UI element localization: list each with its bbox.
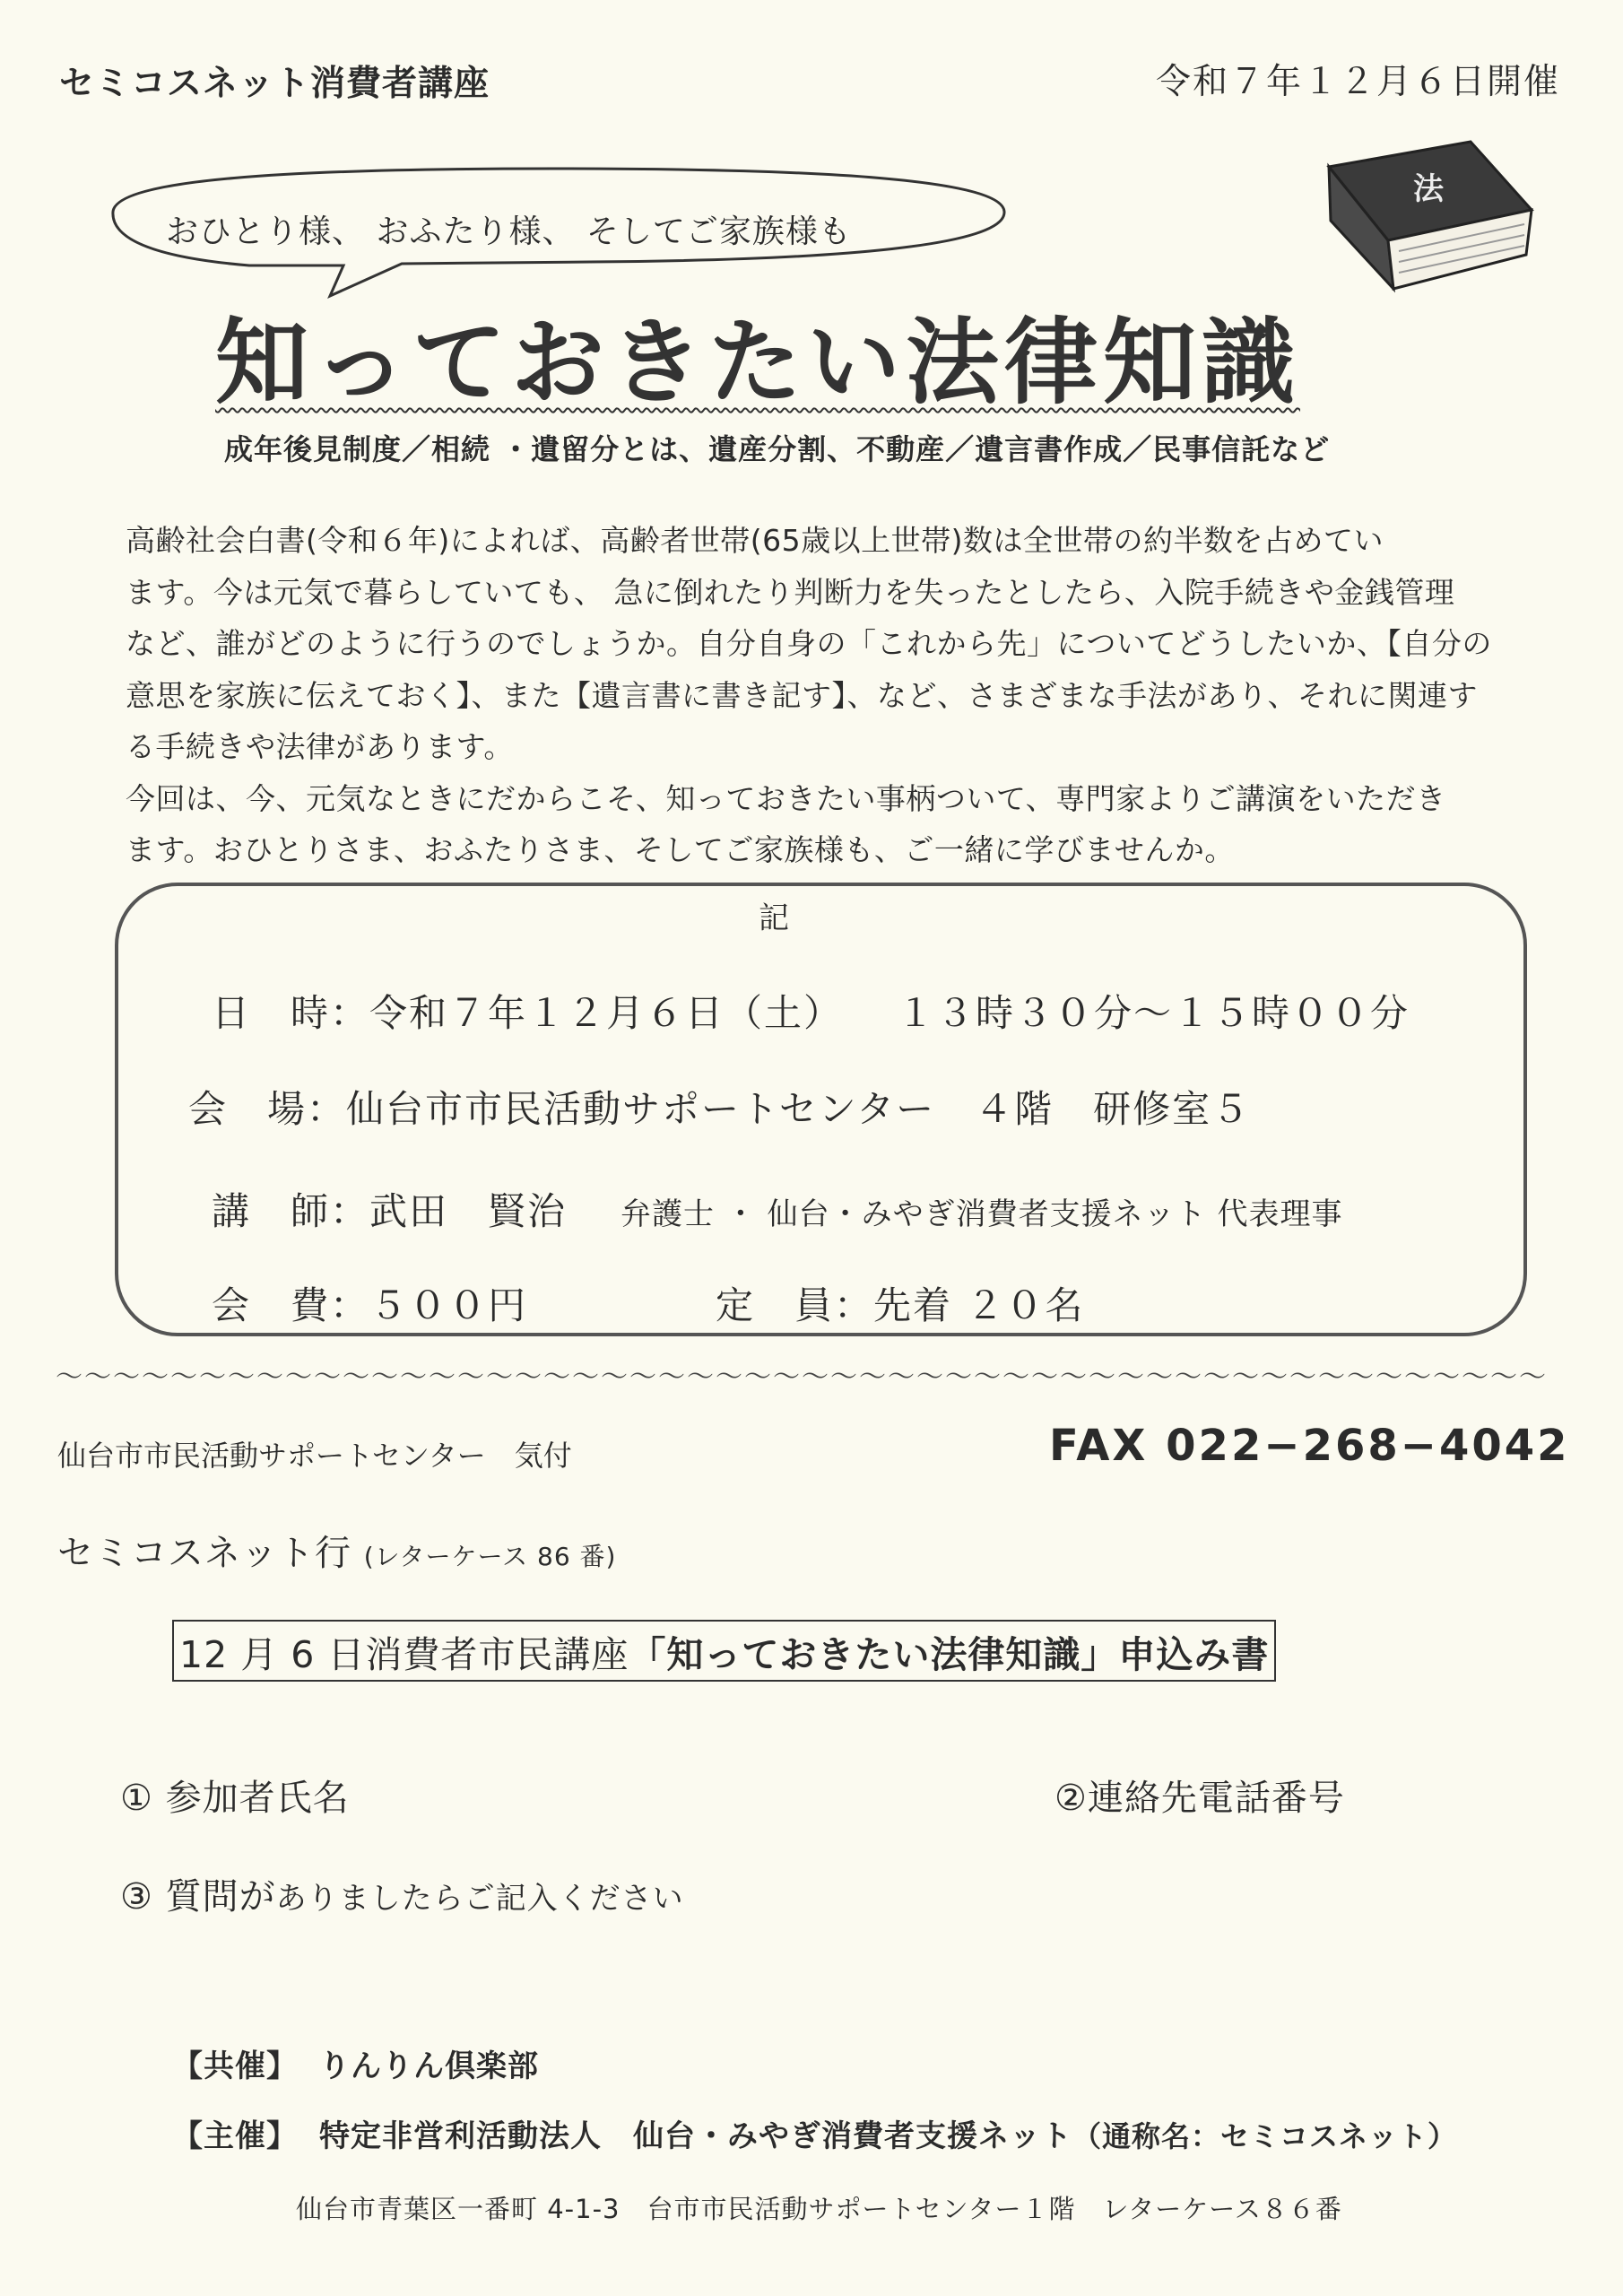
form-title-main: 「知っておきたい法律知識」申込み書 — [629, 1633, 1270, 1676]
co-host-value: りんりん倶楽部 — [319, 2048, 539, 2084]
question-label-a: ③ 質問が — [120, 1876, 276, 1918]
book-label: 法 — [1413, 171, 1444, 207]
intro-line: など、誰がどのように行うのでしょうか。自分自身の「これから先」についてどうしたいか、【自分の — [126, 626, 1492, 661]
recipient-note: (レターケース 86 番) — [363, 1542, 617, 1571]
co-host-label: 【共催】 — [172, 2048, 298, 2084]
datetime-label: 日 時： — [212, 991, 370, 1035]
lecturer-name: 武田 賢治 — [369, 1189, 568, 1233]
fee-label: 会 費： — [212, 1283, 370, 1327]
main-host-value: 特定非営利活動法人 仙台・みやぎ消費者支援ネット — [319, 2118, 1072, 2154]
intro-line: ます。今は元気で暮らしていても、 急に倒れたり判断力を失ったとしたら、入院手続きや金銭管理 — [126, 574, 1455, 610]
series-label: セミコスネット消費者講座 — [59, 64, 490, 104]
intro-line: 高齢社会白書(令和６年)によれば、高齢者世帯(65歳以上世帯)数は全世帯の約半数を占めてい — [126, 523, 1384, 558]
venue-value: 仙台市市民活動サポートセンター ４階 研修室５ — [346, 1087, 1252, 1131]
intro-line: ます。おひとりさま、おふたりさま、そしてご家族様も、ご一緒に学びませんか。 — [126, 832, 1235, 867]
intro-line: 今回は、今、元気なときにだからこそ、知っておきたい事柄ついて、専門家よりご講演をいただき — [126, 780, 1446, 816]
main-host — [172, 2111, 1457, 2155]
capacity-value: 先着 ２０名 — [873, 1283, 1085, 1327]
lecturer-row — [212, 1182, 1342, 1236]
topics-subtitle: 成年後見制度／相続 ・遺留分とは、遺産分割、不動産／遺言書作成／民事信託など — [224, 432, 1331, 466]
fee-row — [212, 1276, 1084, 1330]
care-of-address: 仙台市市民活動サポートセンター 気付 — [57, 1439, 572, 1473]
application-form-title — [172, 1620, 1276, 1682]
main-host-alias: （通称名：セミコスネット） — [1072, 2119, 1458, 2153]
form-title-prefix: 12 月 6 日消費者市民講座 — [179, 1633, 629, 1676]
recipient — [57, 1525, 616, 1576]
footer-address: 仙台市青葉区一番町 4-1-3 台市市民活動サポートセンター１階 レターケース８６番 — [296, 2194, 1342, 2224]
recipient-name: セミコスネット行 — [57, 1533, 352, 1574]
page-title: 知っておきたい法律知識 — [215, 308, 1301, 417]
details-heading: 記 — [759, 900, 789, 936]
datetime-value: 令和７年１２月６日（土） — [369, 991, 844, 1035]
law-book-icon — [1311, 135, 1537, 300]
question-field[interactable] — [120, 1868, 684, 1919]
intro-line: る手続きや法律があります。 — [126, 729, 514, 764]
bubble-text: おひとり様、 おふたり様、 そしてご家族様も — [166, 213, 852, 250]
venue-row — [188, 1080, 1251, 1134]
main-host-label: 【主催】 — [172, 2118, 298, 2154]
question-label-b: ありましたらご記入ください — [275, 1881, 684, 1917]
lecturer-label: 講 師： — [212, 1189, 370, 1233]
datetime-row — [212, 984, 1410, 1038]
co-host — [172, 2041, 539, 2085]
lecturer-title: 弁護士 ・ 仙台・みやぎ消費者支援ネット 代表理事 — [621, 1196, 1343, 1232]
fee-value: ５００円 — [369, 1283, 528, 1327]
fax-number: FAX 022−268−4042 — [1049, 1421, 1570, 1471]
participant-name-field[interactable]: ① 参加者氏名 — [120, 1778, 350, 1819]
capacity-label: 定 員： — [716, 1283, 874, 1327]
intro-line: 意思を家族に伝えておく】、また【遺言書に書き記す】、など、さまざまな手法があり、それに関連す — [126, 677, 1478, 713]
time-value: １３時３０分～１５時００分 — [897, 991, 1410, 1035]
cut-line-divider: ～～～～～～～～～～～～～～～～～～～～～～～～～～～～～～～～～～～～～～～～～～～～～～～～～～～～ — [56, 1361, 1548, 1393]
phone-number-field[interactable]: ②連絡先電話番号 — [1055, 1778, 1345, 1819]
intro-paragraph — [126, 515, 1524, 876]
event-date: 令和７年１２月６日開催 — [1155, 62, 1560, 102]
venue-label: 会 場： — [188, 1087, 347, 1131]
